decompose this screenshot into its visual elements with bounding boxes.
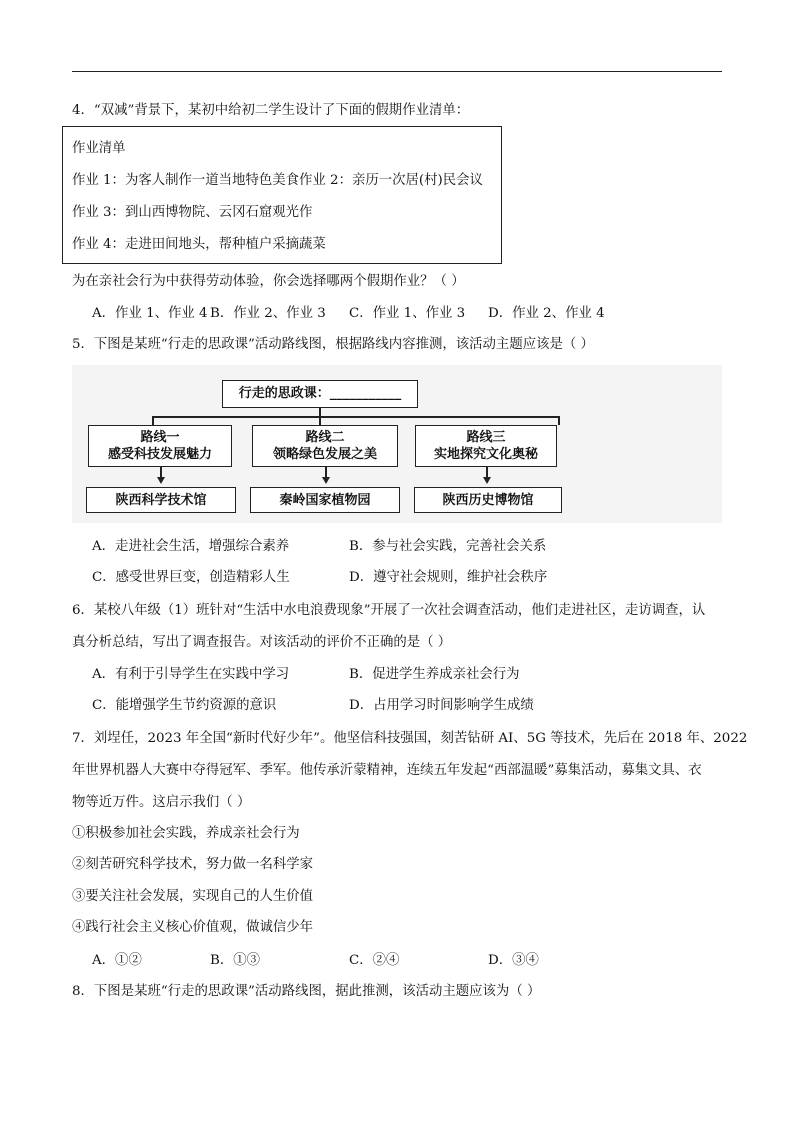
q6-stem-line-1: 6．某校八年级（1）班针对“生活中水电浪费现象”开展了一次社会调查活动，他们走进社区，走访调查，认 [72,603,706,618]
route-2-subtitle: 领略绿色发展之美 [272,447,377,462]
q6-stem-line-2: 真分析总结，写出了调查报告。对该活动的评价不正确的是（ ） [72,635,452,650]
q7-statement-2: ②刻苦研究科学技术，努力做一名科学家 [72,857,314,872]
place-1-box: 陕西科学技术馆 [86,487,236,513]
place-2-box: 秦岭国家植物园 [250,487,400,513]
q7-option-c[interactable]: C．②④ [349,953,400,968]
q8-stem: 8．下图是某班“行走的思政课”活动路线图，据此推测，该活动主题应该为（ ） [72,984,541,999]
q4-question: 为在亲社会行为中获得劳动体验，你会选择哪两个假期作业？（ ） [72,274,465,289]
diagram-connector [319,416,321,425]
q4-stem: 4．“双减”背景下，某初中给初二学生设计了下面的假期作业清单： [72,103,470,118]
q7-statement-3: ③要关注社会发展，实现自己的人生价值 [72,889,314,904]
diagram-connector [152,416,154,425]
q6-option-b[interactable]: B．促进学生养成亲社会行为 [349,667,520,682]
route-3-title: 路线三 [466,430,506,445]
q4-option-a[interactable]: A．作业 1、作业 4 [92,306,208,321]
q7-stem-line-3: 物等近万件。这启示我们（ ） [72,795,251,810]
q6-option-d[interactable]: D．占用学习时间影响学生成绩 [349,698,534,713]
route-1-subtitle: 感受科技发展魅力 [107,447,212,462]
q5-stem: 5．下图是某班“行走的思政课”活动路线图，根据路线内容推测，该活动主题应该是（ ） [72,337,594,352]
arrow-down-icon [322,477,330,484]
q7-statement-1: ①积极参加社会实践，养成亲社会行为 [72,826,300,841]
q6-option-a[interactable]: A．有利于引导学生在实践中学习 [92,667,290,682]
q6-option-c[interactable]: C．能增强学生节约资源的意识 [92,698,277,713]
q5-option-c[interactable]: C．感受世界巨变，创造精彩人生 [92,570,290,585]
route-3-subtitle: 实地探究文化奥秘 [433,447,538,462]
diagram-connector [558,416,560,425]
diagram-theme-box: 行走的思政课：___________ [222,380,418,408]
homework-item-1-2: 作业 1：为客人制作一道当地特色美食作业 2：亲历一次居(村)民会议 [72,173,483,188]
diagram-connector [319,408,321,416]
route-2-box [252,425,398,467]
route-1-title: 路线一 [140,430,180,445]
q7-option-d[interactable]: D．③④ [488,953,539,968]
q5-option-a[interactable]: A．走进社会生活，增强综合素养 [92,539,290,554]
route-diagram [72,365,722,523]
q7-option-b[interactable]: B．①③ [210,953,261,968]
diagram-branch-line [152,416,559,418]
homework-list-title: 作业清单 [72,141,126,156]
homework-item-3: 作业 3：到山西博物院、云冈石窟观光作 [72,205,313,220]
arrow-down-icon [483,477,491,484]
homework-item-4: 作业 4：走进田间地头，帮种植户采摘蔬菜 [72,237,326,252]
header-rule [72,71,722,72]
route-3-box [415,425,557,467]
q7-stem-line-1: 7．刘埕任，2023 年全国“新时代好少年”。他坚信科技强国，刻苦钻研 AI、5G 等技术，先后在 2018 年、2022 [72,731,748,746]
place-3-box: 陕西历史博物馆 [414,487,562,513]
route-2-title: 路线二 [305,430,345,445]
q7-statement-4: ④践行社会主义核心价值观，做诚信少年 [72,920,314,935]
q4-option-d[interactable]: D．作业 2、作业 4 [488,306,605,321]
q7-stem-line-2: 年世界机器人大赛中夺得冠军、季军。他传承沂蒙精神，连续五年发起“西部温暖”募集活动，募集文具、衣 [72,763,702,778]
q4-option-b[interactable]: B．作业 2、作业 3 [210,306,326,321]
q7-option-a[interactable]: A．①② [92,953,142,968]
route-1-box [88,425,232,467]
q5-option-b[interactable]: B．参与社会实践，完善社会关系 [349,539,547,554]
q4-option-c[interactable]: C．作业 1、作业 3 [349,306,466,321]
q5-option-d[interactable]: D．遵守社会规则，维护社会秩序 [349,570,548,585]
arrow-down-icon [157,477,165,484]
